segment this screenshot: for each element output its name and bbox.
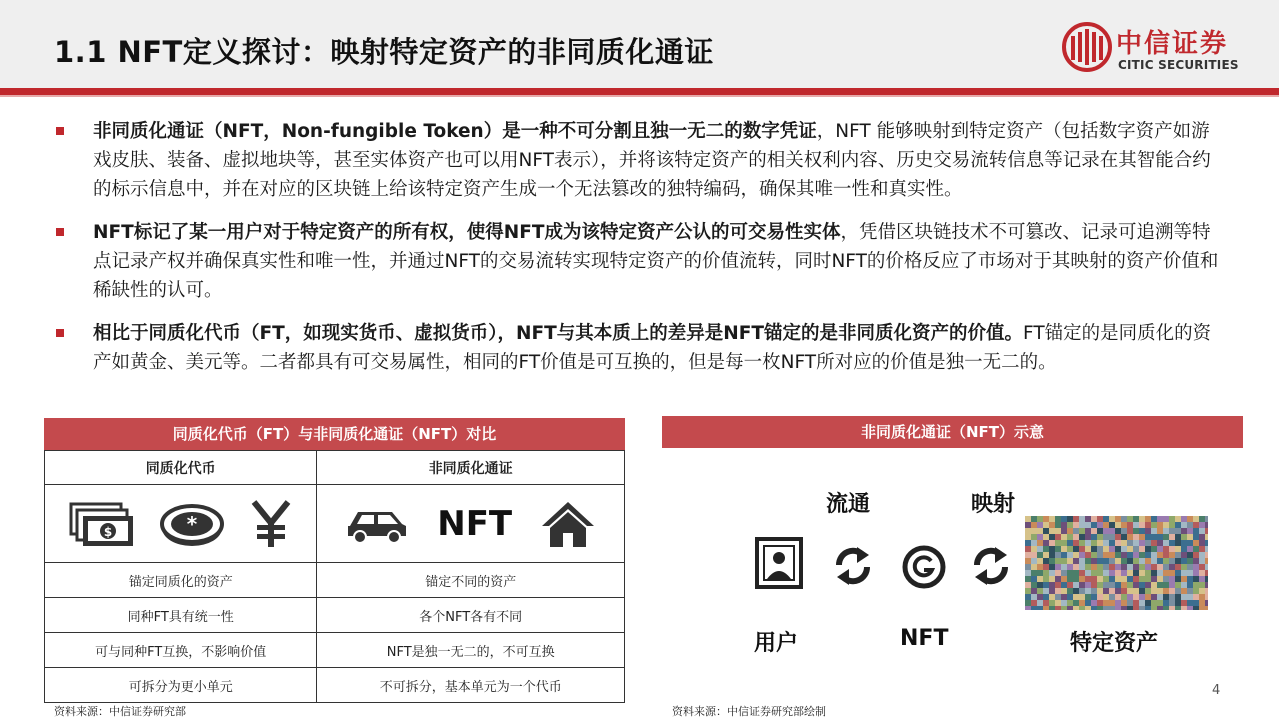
label-flow: 流通 [826,492,871,517]
mapping-arrows-icon [971,545,1011,587]
column-header-nft: 非同质化通证 [317,451,625,485]
table-cell: 可与同种FT互换，不影响价值 [45,633,317,668]
bullet-bold-text: 相比于同质化代币（FT，如现实货币、虚拟货币），NFT与其本质上的差异是NFT锚定的是非同质化资产的价值。 [93,323,1023,344]
table-cell: 锚定不同的资产 [317,563,625,598]
comparison-source: 资料来源：中信证券研究部 [54,705,186,718]
bullet-square-icon [56,127,64,135]
bullet-text: ，凭借区块链技术不可篡改、记录可追溯等特点记录产权并确保真实性和唯一性，并通过NFT的交易流转实现特定资产的价值流转，同时NFT的价格反应了市场对于其映射的资产价值和稀缺性的认可。 [93,222,1219,301]
table-row [45,563,625,598]
table-row [45,598,625,633]
car-icon [344,504,410,544]
nft-icons-cell [317,485,625,563]
table-icon-row [45,485,625,563]
bullet-square-icon [56,329,64,337]
bullet-square-icon [56,228,64,236]
table-cell: 不可拆分，基本单元为一个代币 [317,668,625,703]
diagram-source: 资料来源：中信证券研究部绘制 [672,705,826,718]
banknotes-icon [69,500,135,548]
yen-icon [249,499,293,549]
diagram-panel-title: 非同质化通证（NFT）示意 [662,416,1243,448]
table-row [45,668,625,703]
table-header-row [45,451,625,485]
bullet-item [56,319,1226,377]
svg-text:$: $ [103,524,113,539]
bullet-list [56,117,1226,391]
label-map: 映射 [971,492,1016,517]
page-title: 1.1 NFT定义探讨：映射特定资产的非同质化通证 [54,35,714,69]
svg-text:*: * [186,511,197,536]
logo-english-name: CITIC SECURITIES [1118,58,1239,72]
page-number: 4 [1212,683,1221,698]
exchange-arrows-icon [833,545,873,587]
comparison-table [44,450,625,703]
label-nft: NFT [900,626,949,651]
logo-chinese-name: 中信证券 [1116,29,1229,59]
header-divider-light [0,95,1279,97]
ft-icons-cell [45,485,317,563]
table-row [45,633,625,668]
coin-icon [159,500,225,548]
column-header-ft: 同质化代币 [45,451,317,485]
bullet-text: ，NFT 能够映射到特定资产（包括数字资产如游戏皮肤、装备、虚拟地块等，甚至实体资产也可以用NFT表示），并将该特定资产的相关权利内容、历史交易流转信息等记录在其智能合约的标示信息中，并在对应的区块链上给该特定资产生成一个无法篡改的独特编码，确保其唯一性和真实性。 [93,121,1211,200]
table-cell: NFT是独一无二的，不可互换 [317,633,625,668]
bullet-bold-text: 非同质化通证（NFT，Non-fungible Token）是一种不可分割且独一无二的数字凭证 [93,121,817,142]
table-cell: 同种FT具有统一性 [45,598,317,633]
house-icon [539,499,597,549]
header-divider [0,88,1279,95]
citic-logo-icon [1062,22,1112,72]
comparison-panel-title: 同质化代币（FT）与非同质化通证（NFT）对比 [44,418,625,450]
nft-token-icon [902,545,946,589]
citic-logo [1062,22,1262,82]
bullet-item [56,218,1226,305]
table-cell: 各个NFT各有不同 [317,598,625,633]
user-portrait-icon [755,537,803,589]
bullet-text: FT锚定的是同质化的资产如黄金、美元等。二者都具有可交易属性，相同的FT价值是可互换的，但是每一枚NFT所对应的价值是独一无二的。 [93,323,1212,373]
table-cell: 可拆分为更小单元 [45,668,317,703]
table-cell: 锚定同质化的资产 [45,563,317,598]
label-user: 用户 [754,631,799,656]
bullet-bold-text: NFT标记了某一用户对于特定资产的所有权，使得NFT成为该特定资产公认的可交易性实体 [93,222,841,243]
bullet-item [56,117,1226,204]
label-asset: 特定资产 [1070,631,1159,656]
nft-artwork-image [1025,516,1208,610]
nft-text-icon: NFT [437,503,513,544]
